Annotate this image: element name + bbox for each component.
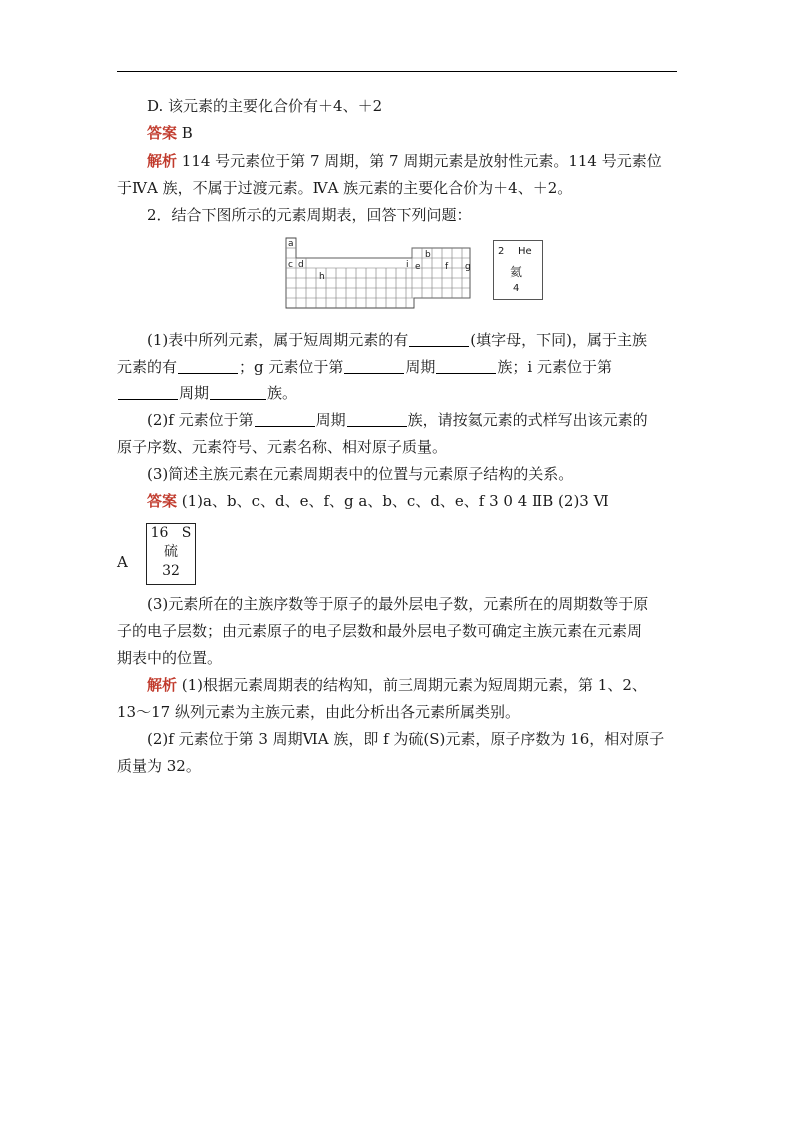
periodic-table-figure <box>284 236 476 312</box>
q1-text-e: 周期 <box>405 358 436 376</box>
answer-2-text: (1)a、b、c、d、e、f、g a、b、c、d、e、f 3 0 4 ⅡB (2)3 Ⅵ <box>177 492 609 510</box>
table-letter-a: a <box>288 239 294 249</box>
blank-5 <box>118 384 178 400</box>
he-mass: 4 <box>513 283 520 294</box>
q2-text-c: 族，请按氦元素的式样写出该元素的 <box>407 411 648 429</box>
analysis-1-text: 114 号元素位于第 7 周期，第 7 周期元素是放射性元素。114 号元素位 <box>177 152 662 170</box>
blank-6 <box>210 384 266 400</box>
analysis-label: 解析 <box>147 152 178 170</box>
q2-line2: 原子序数、元素符号、元素名称、相对原子质量。 <box>117 438 448 456</box>
q1-text-h: 族。 <box>267 384 298 402</box>
blank-3 <box>344 358 404 374</box>
answer-3-line2: 子的电子层数；由元素原子的电子层数和最外层电子数可确定主族元素在元素周 <box>117 622 643 640</box>
q1-text-a: (1)表中所列元素，属于短周期元素的有 <box>147 331 409 349</box>
analysis-2-line4: 质量为 32。 <box>117 757 201 775</box>
analysis-2-line3: (2)f 元素位于第 3 周期ⅥA 族，即 f 为硫(S)元素，原子序数为 16，相对原子 <box>147 730 665 748</box>
sulfur-element-box <box>146 523 196 585</box>
table-letter-f: f <box>445 262 449 272</box>
answer-2-label: 答案 <box>147 492 178 510</box>
q1-text-g: 周期 <box>179 384 210 402</box>
s-box-top <box>147 524 195 543</box>
option-d: D. 该元素的主要化合价有＋4、＋2 <box>147 97 383 115</box>
answer-1 <box>147 122 193 144</box>
q1-line3 <box>117 382 297 404</box>
blank-8 <box>347 411 407 427</box>
analysis-1-line1 <box>147 150 662 172</box>
answer-label: 答案 <box>147 124 178 142</box>
blank-2 <box>178 358 238 374</box>
table-letter-e: e <box>415 262 421 272</box>
answer-2-line1 <box>147 490 609 512</box>
helium-sample-box <box>493 240 543 300</box>
he-number: 2 <box>498 246 505 257</box>
analysis-2-line1 <box>147 674 647 696</box>
he-name: 氦 <box>510 265 523 279</box>
table-letter-b: b <box>425 250 431 260</box>
q1-line1 <box>147 329 647 351</box>
q1-text-b: (填字母，下同)，属于主族 <box>470 331 647 349</box>
q2-line1 <box>147 409 648 431</box>
q1-text-d: ；g 元素位于第 <box>239 358 344 376</box>
table-letter-g: g <box>465 262 471 272</box>
blank-7 <box>255 411 315 427</box>
answer-1-text: B <box>177 124 193 142</box>
s-mass: 32 <box>162 563 180 579</box>
analysis-2-line2: 13～17 纵列元素为主族元素，由此分析出各元素所属类别。 <box>117 703 520 721</box>
analysis-1-line2: 于ⅣA 族，不属于过渡元素。ⅣA 族元素的主要化合价为＋4、＋2。 <box>117 179 573 197</box>
analysis-2-text: (1)根据元素周期表的结构知，前三周期元素为短周期元素，第 1、2、 <box>177 676 647 694</box>
table-letter-d: d <box>298 260 304 270</box>
answer-a-letter: A <box>117 553 128 571</box>
he-symbol: He <box>518 246 532 257</box>
answer-3-line3: 期表中的位置。 <box>117 649 223 667</box>
s-name: 硫 <box>164 544 178 560</box>
table-letter-c: c <box>288 260 293 270</box>
q1-line2 <box>117 356 612 378</box>
q2-text-b: 周期 <box>315 411 346 429</box>
q1-text-f: 族；i 元素位于第 <box>497 358 612 376</box>
question-2-stem: 2．结合下图所示的元素周期表，回答下列问题： <box>147 206 472 224</box>
q3-line: (3)简述主族元素在元素周期表中的位置与元素原子结构的关系。 <box>147 465 574 483</box>
s-number: 16 <box>150 525 169 541</box>
s-symbol: S <box>181 525 192 541</box>
table-letter-h: h <box>319 272 325 282</box>
analysis-2-label: 解析 <box>147 676 178 694</box>
q2-text-a: (2)f 元素位于第 <box>147 411 254 429</box>
q1-text-c: 元素的有 <box>117 358 178 376</box>
blank-1 <box>409 331 469 347</box>
header-rule <box>117 71 677 72</box>
table-letter-i: i <box>406 260 409 270</box>
answer-3-line1: (3)元素所在的主族序数等于原子的最外层电子数，元素所在的周期数等于原 <box>147 595 649 613</box>
periodic-table-grid <box>284 236 476 312</box>
blank-4 <box>436 358 496 374</box>
